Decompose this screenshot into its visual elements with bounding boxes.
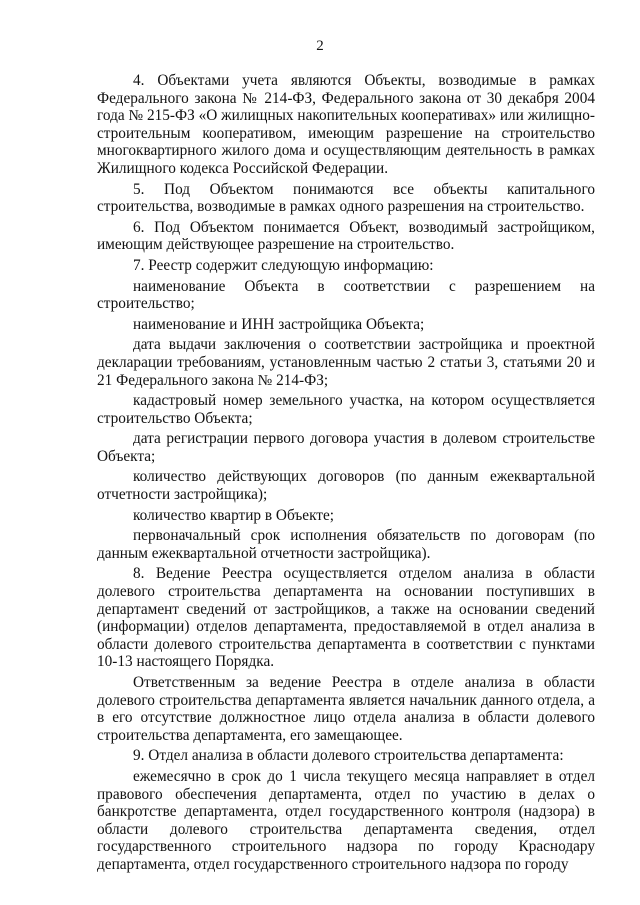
paragraph-item-8: 8. Ведение Реестра осуществляется отделом анализа в области долевого строительства департамента на основании поступивших в департамент сведений от застройщиков, а также на основании сведений (информации) отделов департамента, предоставляемой в отдел анализа в области долевого строительства департамента в соответствии с пунктами 10-13 настоящего Порядка. bbox=[97, 565, 595, 671]
registry-field-contracts-count: количество действующих договоров (по данным ежеквартальной отчетности застройщика); bbox=[97, 468, 595, 504]
registry-field-cadastral-number: кадастровый номер земельного участка, на котором осуществляется строительство Объекта; bbox=[97, 392, 595, 427]
registry-field-apartments-count: количество квартир в Объекте; bbox=[133, 506, 335, 524]
paragraph-monthly-duty: ежемесячно в срок до 1 числа текущего месяца направляет в отдел правового обеспечения департамента, отдел по участию в делах о банкротстве департамента, отдел государственного контроля (надзора) в области долевого строительства департамента сведения, отдел государственного строительного надзора по городу Краснодару департамента, отдел государственного строительного надзора по городу bbox=[97, 767, 595, 873]
paragraph-item-7: 7. Реестр содержит следующую информацию: bbox=[133, 256, 434, 274]
registry-field-obligation-term: первоначальный срок исполнения обязательств по договорам (по данным ежеквартальной отчетности застройщика). bbox=[97, 527, 595, 562]
paragraph-responsible-person: Ответственным за ведение Реестра в отделе анализа в области долевого строительства департамента является начальник данного отдела, а в его отсутствие должностное лицо отдела анализа в области долевого строительства департамента, его замещающее. bbox=[97, 674, 595, 744]
registry-field-conclusion-date: дата выдачи заключения о соответствии застройщика и проектной декларации требованиям, установленным частью 2 статьи 3, статьями 20 и 21 Федерального закона № 214-ФЗ; bbox=[97, 336, 595, 389]
paragraph-item-6: 6. Под Объектом понимается Объект, возводимый застройщиком, имеющим действующее разрешение на строительство. bbox=[97, 218, 595, 254]
registry-field-object-name: наименование Объекта в соответствии с разрешением на строительство; bbox=[97, 277, 595, 313]
paragraph-item-4: 4. Объектами учета являются Объекты, возводимые в рамках Федерального закона № 214-ФЗ, Федерального закона от 30 декабря 2004 года № 215-ФЗ «О жилищных накопительных кооперативах» или жилищно-строительным кооперативом, имеющим разрешение на строительство многоквартирного жилого дома и осуществляющим деятельность в рамках Жилищного кодекса Российской Федерации. bbox=[97, 72, 595, 177]
registry-field-first-contract-date: дата регистрации первого договора участия в долевом строительстве Объекта; bbox=[97, 430, 595, 465]
paragraph-item-9: 9. Отдел анализа в области долевого строительства департамента: bbox=[133, 747, 564, 765]
registry-field-developer-inn: наименование и ИНН застройщика Объекта; bbox=[133, 315, 425, 333]
document-body bbox=[97, 72, 595, 877]
page-number: 2 bbox=[316, 38, 324, 54]
paragraph-item-5: 5. Под Объектом понимаются все объекты капитального строительства, возводимые в рамках одного разрешения на строительство. bbox=[97, 180, 595, 216]
